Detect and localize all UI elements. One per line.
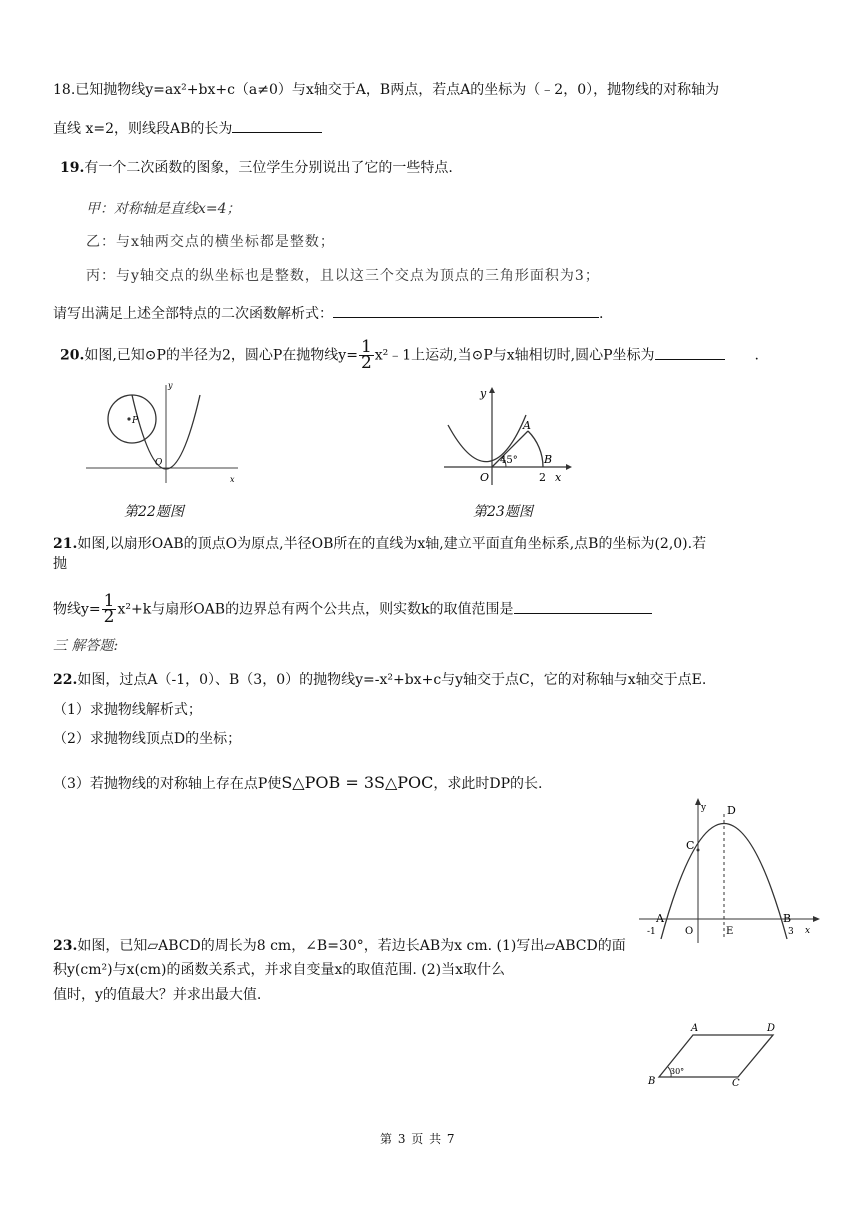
q19-bing: 丙：与y轴交点的纵坐标也是整数，且以这三个交点为顶点的三角形面积为3；: [86, 268, 600, 284]
fig23-y-arrow: [489, 387, 495, 393]
q20-frac-num: 1: [360, 337, 372, 357]
fig23-label-b: B: [544, 453, 553, 466]
q21-line3: [53, 591, 652, 627]
q19-ask-text: 请写出满足上述全部特点的二次函数解析式：: [53, 306, 333, 322]
q19-answer-blank: [333, 302, 599, 318]
fig23-caption: 第23题图: [473, 504, 533, 520]
page-footer: 第 3 页 共 7: [380, 1132, 456, 1146]
q23-label-a: A: [691, 1023, 699, 1034]
q22-fig-label-b: B: [783, 912, 792, 925]
q22-figure: [635, 798, 825, 943]
q21-line2: 抛: [53, 556, 67, 572]
fig23-label-45: 45°: [500, 455, 518, 466]
q22-fig-label-m1: -1: [647, 927, 656, 937]
q20-post: x²﹣1上运动,当⊙P与x轴相切时,圆心P坐标为: [374, 347, 655, 364]
fig22-label-p: P: [132, 416, 139, 426]
q21-line1: [53, 534, 706, 554]
fig23-label-x: x: [555, 471, 562, 484]
q20-frac-den: 2: [360, 353, 372, 373]
q23-label-d: D: [767, 1023, 776, 1034]
fig23-label-o: O: [480, 471, 490, 484]
q19-intro-text: 有一个二次函数的图象，三位学生分别说出了它的一些特点.: [84, 160, 453, 176]
q23-line2: 积y(cm²)与x(cm)的函数关系式，并求自变量x的取值范围. (2)当x取什么: [53, 962, 506, 978]
q20-pre: 如图,已知⊙P的半径为2，圆心P在抛物线y=: [84, 347, 358, 364]
q19-jia: 甲：对称轴是直线x=4；: [86, 201, 241, 217]
q22-fig-label-o: O: [685, 926, 694, 937]
q20-answer-blank: [655, 344, 725, 360]
q19-intro: [60, 158, 453, 178]
q22-area-formula: S△POB = 3S△POC: [281, 773, 434, 792]
q22-fig-point-c: [697, 849, 700, 852]
fig23-label-2: 2: [539, 471, 546, 484]
q22-fig-label-d: D: [727, 804, 736, 817]
q22-line1: [53, 670, 706, 690]
fig22-label-x: x: [230, 475, 235, 484]
q23-line1-text: 如图，已知▱ABCD的周长为8 cm，∠B=30°，若边长AB为x cm. (1)写出▱ABCD的面: [77, 938, 626, 954]
q21-line1-text: 如图,以扇形OAB的顶点O为原点,半径OB所在的直线为x轴,建立平面直角坐标系,点B的坐标为(2,0).若: [77, 536, 707, 552]
fig23-label-y: y: [480, 387, 487, 400]
q22-fig-label-x: x: [805, 926, 811, 936]
fig22-label-y: y: [168, 381, 173, 390]
q22-fig-label-c: C: [686, 839, 695, 852]
q23-label-c: C: [732, 1078, 740, 1089]
q22-fig-label-e: E: [726, 926, 734, 937]
q22-part1: （1）求抛物线解析式；: [53, 702, 202, 718]
q22-fig-x-arrow: [813, 916, 820, 922]
fig22-caption: 第22题图: [124, 504, 184, 520]
q21-post: x²+k与扇形OAB的边界总有两个公共点，则实数k的取值范围是: [117, 601, 514, 618]
q22-line1-text: 如图，过点A（-1，0）、B（3，0）的抛物线y=-x²+bx+c与y轴交于点C，它的对称轴与x轴交于点E.: [77, 672, 707, 688]
q22-fig-label-a: A: [656, 912, 664, 925]
fig23-x-arrow: [566, 464, 572, 470]
q21-number: 21.: [53, 536, 78, 552]
q21-frac-den: 2: [103, 607, 115, 627]
q20-line: [60, 337, 759, 373]
q23-figure: [645, 1020, 790, 1089]
q18-line2: [53, 117, 322, 139]
q22-number: 22.: [53, 672, 78, 688]
q23-number: 23.: [53, 938, 78, 954]
q23-line3: 值时，y的值最大？并求出最大值.: [53, 987, 262, 1003]
q20-fraction: [359, 337, 374, 373]
q22-part3: [53, 773, 543, 794]
q21-pre: 物线y=: [53, 601, 101, 618]
q18-line1: 18.已知抛物线y=ax²+bx+c（a≠0）与x轴交于A，B两点，若点A的坐标为（﹣2，0），抛物线的对称轴为: [53, 82, 720, 98]
q19-yi: 乙：与x轴两交点的横坐标都是整数；: [86, 234, 335, 250]
q21-frac-num: 1: [103, 591, 115, 611]
q18-line2-text: 直线 x=2，则线段AB的长为: [53, 121, 233, 137]
figure-23: [440, 385, 575, 495]
fig23-arc-ab: [528, 431, 543, 467]
q22-part3-pre: （3）若抛物线的对称轴上存在点P使: [53, 776, 282, 792]
section-3-heading: 三 解答题:: [53, 638, 119, 654]
q22-fig-label-y: y: [701, 803, 707, 813]
figure-22: [82, 383, 252, 493]
q18-answer-blank: [232, 117, 322, 133]
q22-part2: （2）求抛物线顶点D的坐标；: [53, 731, 242, 747]
q22-fig-label-3: 3: [788, 927, 794, 937]
q22-part3-post: ，求此时DP的长.: [433, 776, 543, 792]
fig22-center-point: [127, 417, 130, 420]
q19-number: 19.: [60, 160, 85, 176]
fig23-label-a: A: [523, 419, 531, 432]
q21-fraction: [102, 591, 117, 627]
q20-number: 20.: [60, 347, 85, 364]
q21-answer-blank: [514, 598, 652, 614]
fig22-label-o: O: [155, 458, 163, 468]
q23-label-b: B: [648, 1076, 656, 1087]
q23-label-30: 30°: [670, 1067, 685, 1076]
q20-end: .: [754, 347, 759, 364]
q23-line1: [53, 936, 626, 956]
q19-end: .: [599, 306, 604, 322]
q19-ask: [53, 302, 603, 324]
